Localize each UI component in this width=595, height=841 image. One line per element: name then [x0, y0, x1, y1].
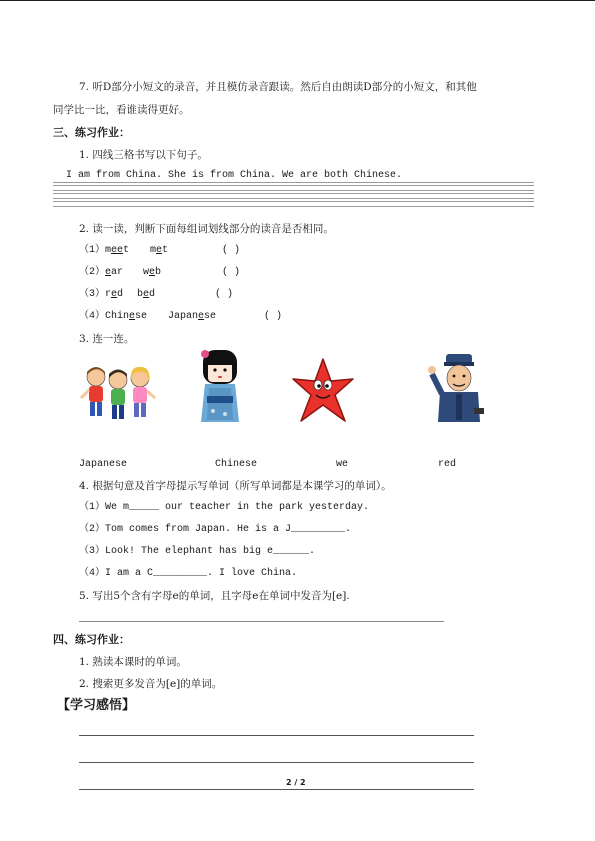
q2-row: （2）ear: [79, 267, 124, 278]
q2-answer-paren[interactable]: ( ): [222, 245, 241, 256]
reflection-line[interactable]: [79, 789, 474, 790]
item7-line2: 同学比一比，看谁读得更好。: [53, 104, 190, 116]
q3-title: 3. 连一连。: [79, 333, 135, 345]
q2-answer-paren[interactable]: ( ): [264, 311, 283, 322]
q2-answer-paren[interactable]: ( ): [215, 289, 234, 300]
match-word-japanese: Japanese: [79, 459, 128, 470]
q4-item: （4）I am a C_________. I love China.: [79, 568, 298, 579]
q2-title: 2. 读一读，判断下面每组词划线部分的读音是否相同。: [79, 223, 334, 235]
reflection-line[interactable]: [79, 735, 474, 736]
q4-item: （1）We m_____ our teacher in the park yesterday.: [79, 502, 370, 513]
q2-answer-paren[interactable]: ( ): [222, 267, 241, 278]
q2-word2: Japanese: [168, 311, 217, 322]
writing-line: [53, 190, 534, 191]
s4-item: 1. 熟读本课时的单词。: [79, 656, 187, 668]
q2-word2: met: [150, 245, 169, 256]
q2-row: （1）meet: [79, 245, 130, 256]
page-top-rule: [0, 0, 595, 1]
q1-title: 1. 四线三格书写以下句子。: [79, 149, 208, 161]
q1-sentence: I am from China. She is from China. We are both Chinese.: [66, 170, 403, 181]
q2-word2: bed: [137, 289, 156, 300]
q4-item: （3）Look! The elephant has big e______.: [79, 546, 316, 557]
writing-line: [53, 193, 534, 194]
item7-line1: 7. 听D部分小短文的录音，并且模仿录音跟读。然后自由朗读D部分的小短文，和其他: [79, 81, 477, 93]
match-word-chinese: Chinese: [215, 459, 258, 470]
s4-item: 2. 搜索更多发音为[e]的单词。: [79, 678, 223, 690]
section3-title: 三、练习作业：: [53, 126, 130, 139]
q4-item: （2）Tom comes from Japan. He is a J_________.: [79, 524, 352, 535]
page-number: 2 / 2: [286, 778, 306, 787]
writing-line: [53, 201, 534, 202]
writing-line: [53, 185, 534, 186]
q2-word2: web: [143, 267, 162, 278]
q4-title: 4. 根据句意及首字母提示写单词（所写单词都是本课学习的单词）。: [79, 480, 392, 492]
q5-title: 5. 写出5个含有字母e的单词，且字母e在单词中发音为[e].: [79, 590, 350, 602]
writing-line: [53, 198, 534, 199]
q5-answer-line[interactable]: [79, 621, 444, 622]
japanese-girl-picture: [197, 346, 243, 426]
section4-title: 四、练习作业：: [53, 633, 130, 646]
q2-row: （4）Chinese: [79, 311, 148, 322]
reflection-title: 【学习感悟】: [57, 698, 136, 713]
writing-line: [53, 206, 534, 207]
match-word-we: we: [336, 459, 349, 470]
q2-row: （3）red: [79, 289, 124, 300]
children-picture: [78, 362, 158, 426]
writing-line: [53, 182, 534, 183]
red-starfish-picture: [289, 355, 357, 427]
q2-num: （1）: [79, 245, 106, 256]
match-word-red: red: [438, 459, 457, 470]
reflection-line[interactable]: [79, 762, 474, 763]
chinese-man-picture: [428, 350, 488, 426]
